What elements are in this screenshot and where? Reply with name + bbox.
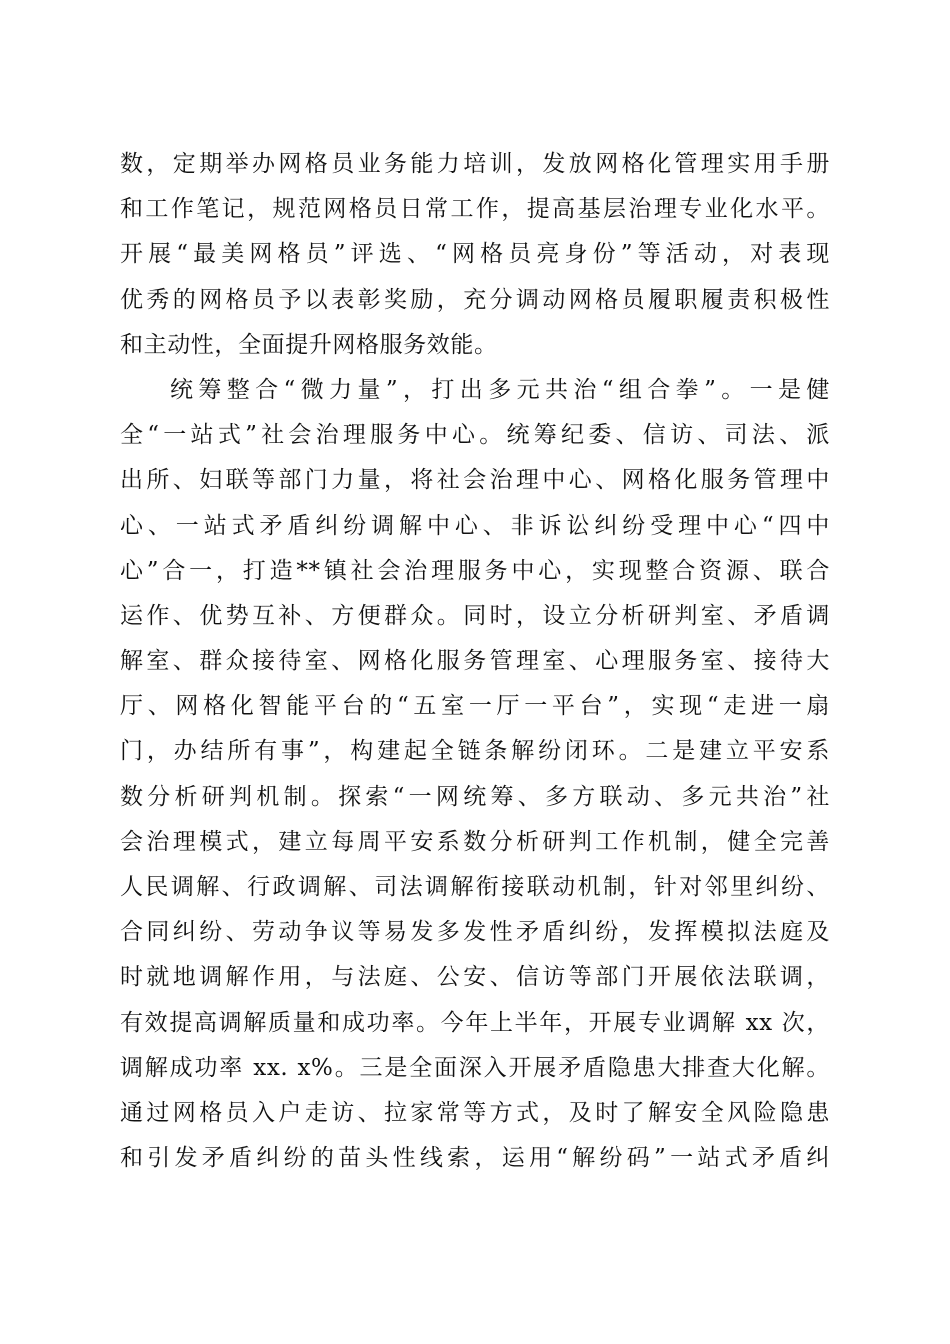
document-body [120, 142, 830, 1181]
text-line: 和主动性，全面提升网格服务效能。 [120, 331, 498, 358]
text-line: 和引发矛盾纠纷的苗头性线索，运用“解纷码”一站式矛盾纠 [120, 1145, 830, 1172]
text-line: 心”合一，打造**镇社会治理服务中心，实现整合资源、联合 [120, 557, 830, 584]
text-line: 解室、群众接待室、网格化服务管理室、心理服务室、接待大 [120, 648, 830, 675]
text-line: 有效提高调解质量和成功率。今年上半年，开展专业调解 xx 次， [120, 1009, 830, 1036]
text-line: 和工作笔记，规范网格员日常工作，提高基层治理专业化水平。 [120, 196, 830, 223]
text-line: 全“一站式”社会治理服务中心。统筹纪委、信访、司法、派 [120, 422, 830, 449]
text-line: 厅、网格化智能平台的“五室一厅一平台”，实现“走进一扇 [120, 693, 830, 720]
text-line: 通过网格员入户走访、拉家常等方式，及时了解安全风险隐患 [120, 1099, 830, 1126]
text-line: 数，定期举办网格员业务能力培训，发放网格化管理实用手册 [120, 151, 830, 177]
text-line: 开展“最美网格员”评选、“网格员亮身份”等活动，对表现 [120, 241, 830, 268]
text-line: 时就地调解作用，与法庭、公安、信访等部门开展依法联调， [120, 964, 830, 991]
text-line: 人民调解、行政调解、司法调解衔接联动机制，针对邻里纠纷、 [120, 874, 830, 900]
text-line: 数分析研判机制。探索“一网统筹、多方联动、多元共治”社 [120, 783, 830, 810]
text-line: 优秀的网格员予以表彰奖励，充分调动网格员履职履责积极性 [120, 286, 830, 313]
text-line: 合同纠纷、劳动争议等易发多发性矛盾纠纷，发挥模拟法庭及 [120, 919, 830, 946]
text-line: 调解成功率 xx. x%。三是全面深入开展矛盾隐患大排查大化解。 [120, 1054, 830, 1081]
text-line: 门，办结所有事”，构建起全链条解纷闭环。二是建立平安系 [120, 738, 830, 765]
text-line: 运作、优势互补、方便群众。同时，设立分析研判室、矛盾调 [120, 602, 830, 629]
text-line: 出所、妇联等部门力量，将社会治理中心、网格化服务管理中 [120, 467, 830, 494]
paragraph-start-line: 统筹整合“微力量”，打出多元共治“组合拳”。一是健 [170, 376, 830, 403]
text-line: 会治理模式，建立每周平安系数分析研判工作机制，健全完善 [120, 828, 830, 855]
text-line: 心、一站式矛盾纠纷调解中心、非诉讼纠纷受理中心“四中 [120, 512, 830, 539]
